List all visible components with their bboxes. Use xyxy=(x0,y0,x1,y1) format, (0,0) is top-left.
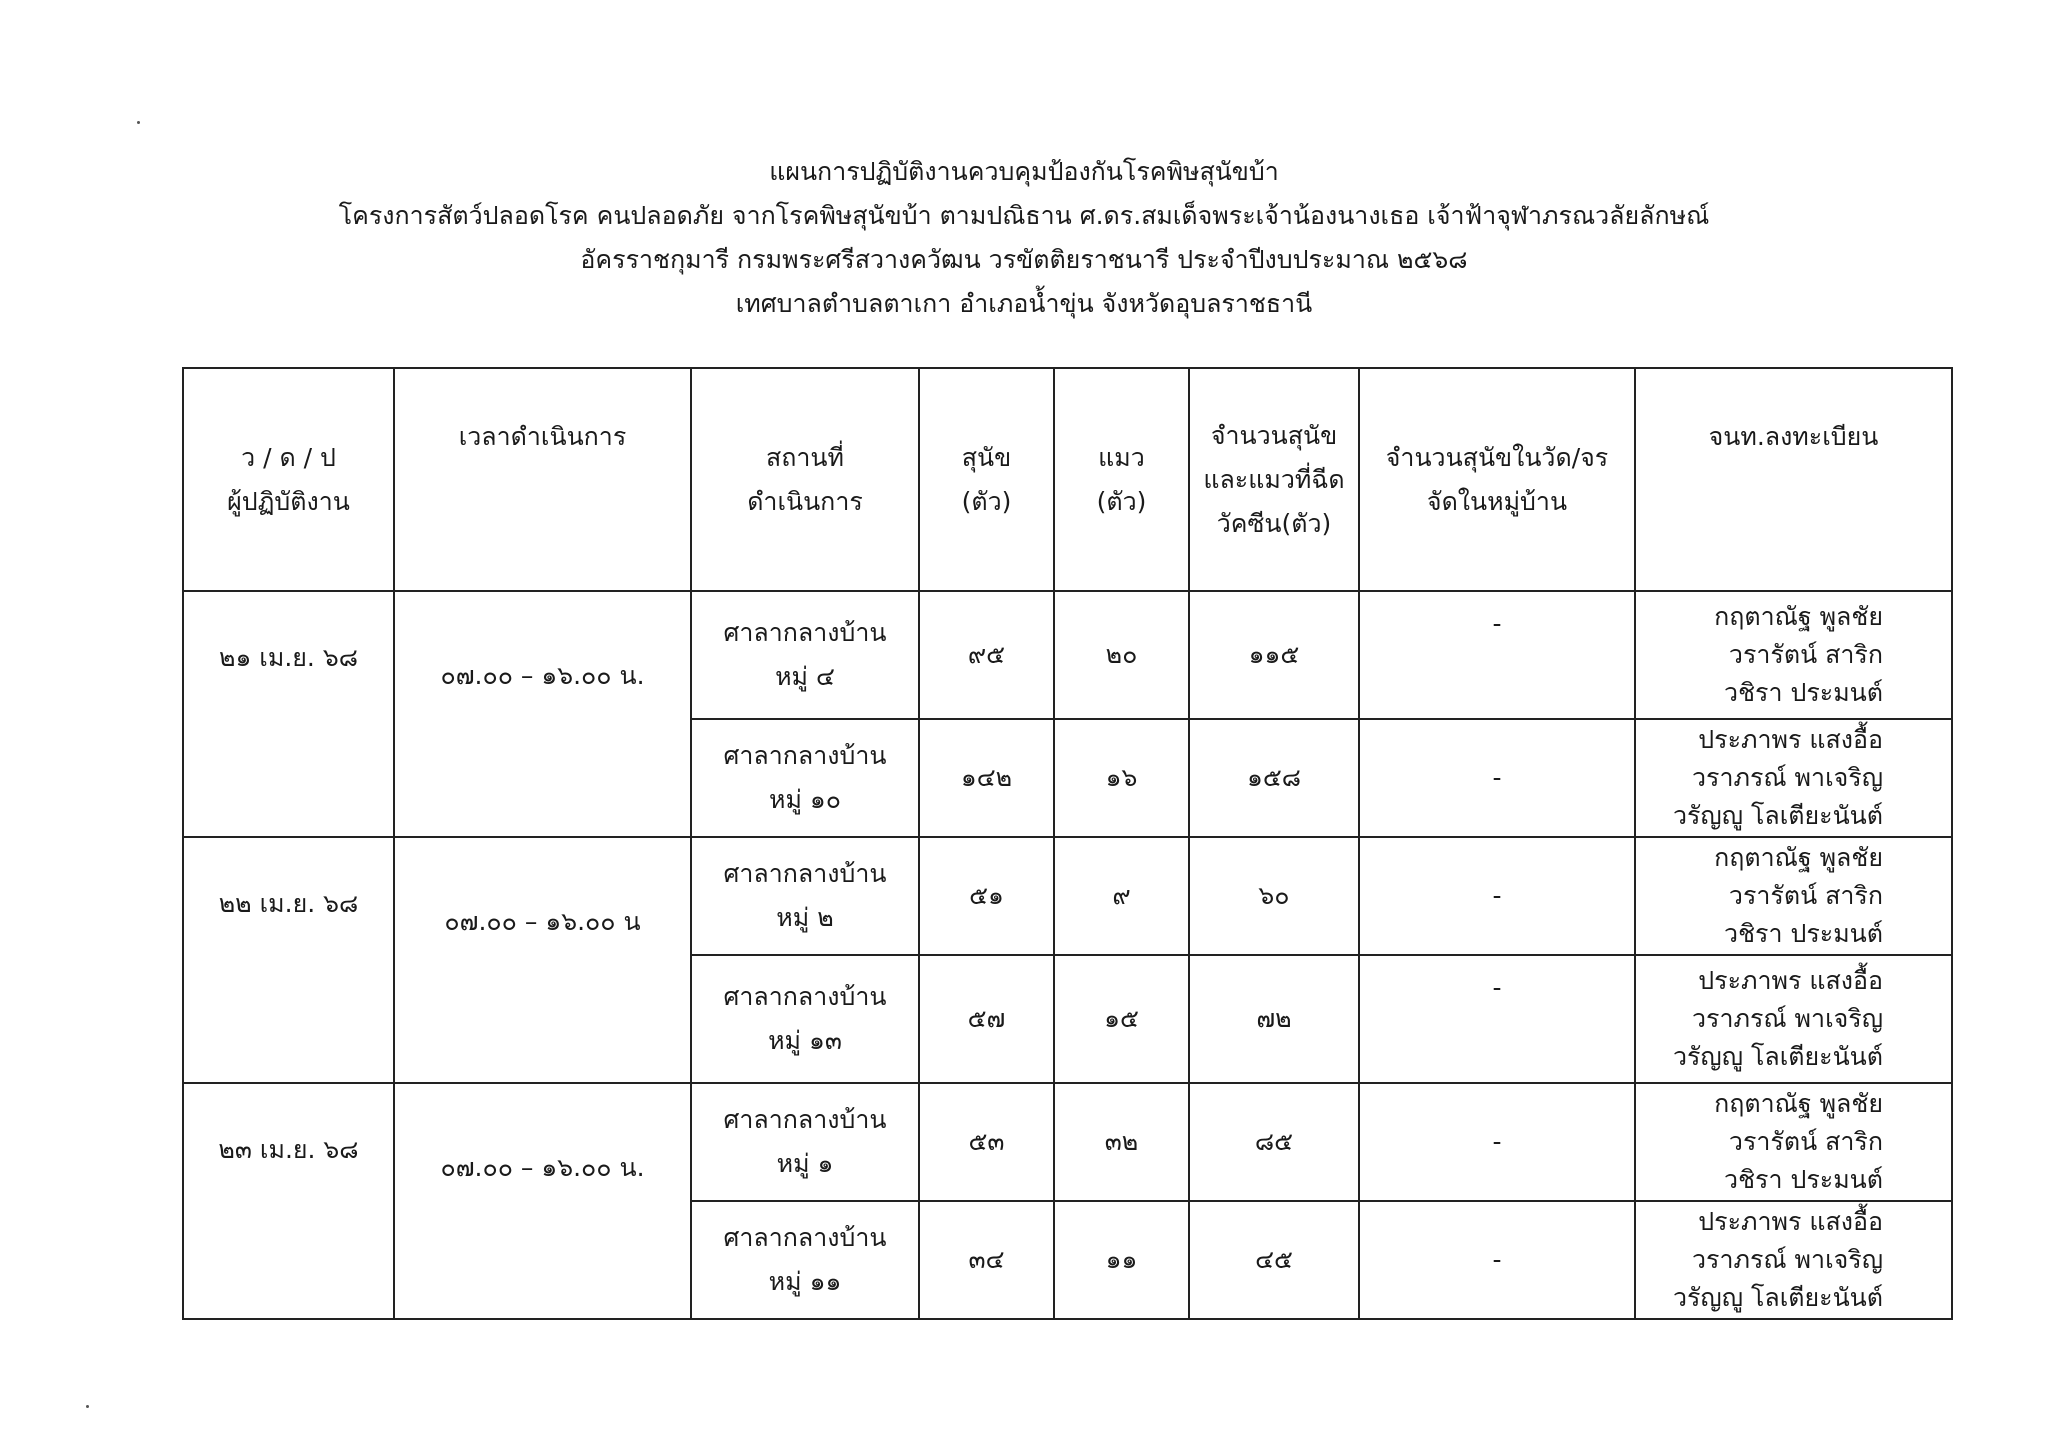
dog-count-cell: ๕๑ xyxy=(919,837,1054,955)
place-cell: ศาลากลางบ้าน หมู่ ๒ xyxy=(691,837,919,955)
header-cat: แมว (ตัว) xyxy=(1054,368,1189,591)
temple-dog-cell: - xyxy=(1359,837,1635,955)
time-cell: ๐๗.๐๐ – ๑๖.๐๐ น xyxy=(394,837,691,1083)
header-place: สถานที่ ดำเนินการ xyxy=(691,368,919,591)
scan-speck xyxy=(137,121,140,124)
place-cell: ศาลากลางบ้าน หมู่ ๑ xyxy=(691,1083,919,1201)
staff-cell: กฤตาณัฐ พูลชัย วรารัตน์ สาริก วชิรา ประมนต์ xyxy=(1635,1083,1952,1201)
place-cell: ศาลากลางบ้าน หมู่ ๑๓ xyxy=(691,955,919,1083)
table-row xyxy=(183,1083,1952,1201)
operation-plan-table xyxy=(182,367,1953,1320)
temple-dog-cell: - xyxy=(1359,719,1635,837)
date-cell: ๒๓ เม.ย. ๖๘ xyxy=(183,1083,394,1319)
cat-count-cell: ๑๑ xyxy=(1054,1201,1189,1319)
place-cell: ศาลากลางบ้าน หมู่ ๔ xyxy=(691,591,919,719)
table-header-row xyxy=(183,368,1952,591)
staff-cell: ประภาพร แสงอื้อ วราภรณ์ พาเจริญ วรัญญู โลเตียะนันต์ xyxy=(1635,1201,1952,1319)
place-cell: ศาลากลางบ้าน หมู่ ๑๐ xyxy=(691,719,919,837)
temple-dog-cell: - xyxy=(1359,955,1635,1083)
vaccinated-count-cell: ๘๕ xyxy=(1189,1083,1359,1201)
vaccinated-count-cell: ๔๕ xyxy=(1189,1201,1359,1319)
header-title: แผนการปฏิบัติงานควบคุมป้องกันโรคพิษสุนัขบ้า xyxy=(769,157,1279,186)
header-vaccinated: จำนวนสุนัข และแมวที่ฉีด วัคซีน(ตัว) xyxy=(1189,368,1359,591)
dog-count-cell: ๕๓ xyxy=(919,1083,1054,1201)
table-row xyxy=(183,591,1952,719)
staff-cell: กฤตาณัฐ พูลชัย วรารัตน์ สาริก วชิรา ประมนต์ xyxy=(1635,837,1952,955)
dog-count-cell: ๑๔๒ xyxy=(919,719,1054,837)
dog-count-cell: ๓๔ xyxy=(919,1201,1054,1319)
staff-cell: ประภาพร แสงอื้อ วราภรณ์ พาเจริญ วรัญญู โลเตียะนันต์ xyxy=(1635,955,1952,1083)
header-staff: จนท.ลงทะเบียน xyxy=(1635,368,1952,591)
dog-count-cell: ๕๗ xyxy=(919,955,1054,1083)
cat-count-cell: ๓๒ xyxy=(1054,1083,1189,1201)
place-cell: ศาลากลางบ้าน หมู่ ๑๑ xyxy=(691,1201,919,1319)
cat-count-cell: ๑๖ xyxy=(1054,719,1189,837)
vaccinated-count-cell: ๑๕๘ xyxy=(1189,719,1359,837)
cat-count-cell: ๑๕ xyxy=(1054,955,1189,1083)
temple-dog-cell: - xyxy=(1359,1083,1635,1201)
scan-speck xyxy=(86,1405,89,1408)
staff-cell: ประภาพร แสงอื้อ วราภรณ์ พาเจริญ วรัญญู โลเตียะนันต์ xyxy=(1635,719,1952,837)
header-time: เวลาดำเนินการ xyxy=(394,368,691,591)
temple-dog-cell: - xyxy=(1359,591,1635,719)
vaccinated-count-cell: ๖๐ xyxy=(1189,837,1359,955)
header-date: ว / ด / ป ผู้ปฏิบัติงาน xyxy=(183,368,394,591)
cat-count-cell: ๒๐ xyxy=(1054,591,1189,719)
temple-dog-cell: - xyxy=(1359,1201,1635,1319)
vaccinated-count-cell: ๗๒ xyxy=(1189,955,1359,1083)
header-temple-dogs: จำนวนสุนัขในวัด/จร จัดในหมู่บ้าน xyxy=(1359,368,1635,591)
table-row xyxy=(183,837,1952,955)
date-cell: ๒๒ เม.ย. ๖๘ xyxy=(183,837,394,1083)
header-dog: สุนัข (ตัว) xyxy=(919,368,1054,591)
staff-cell: กฤตาณัฐ พูลชัย วรารัตน์ สาริก วชิรา ประมนต์ xyxy=(1635,591,1952,719)
header-location-line: เทศบาลตำบลตาเกา อำเภอน้ำขุ่น จังหวัดอุบลราชธานี xyxy=(735,289,1313,318)
header-project-line: โครงการสัตว์ปลอดโรค คนปลอดภัย จากโรคพิษสุนัขบ้า ตามปณิธาน ศ.ดร.สมเด็จพระเจ้าน้องนางเธอ เจ้าฟ้าจุฬาภรณวลัยลักษณ์ xyxy=(338,201,1710,230)
dog-count-cell: ๙๕ xyxy=(919,591,1054,719)
vaccinated-count-cell: ๑๑๕ xyxy=(1189,591,1359,719)
time-cell: ๐๗.๐๐ – ๑๖.๐๐ น. xyxy=(394,1083,691,1319)
time-cell: ๐๗.๐๐ – ๑๖.๐๐ น. xyxy=(394,591,691,837)
cat-count-cell: ๙ xyxy=(1054,837,1189,955)
document-header xyxy=(0,150,2048,326)
header-budget-line: อัครราชกุมารี กรมพระศรีสวางควัฒน วรขัตติยราชนารี ประจำปีงบประมาณ ๒๕๖๘ xyxy=(580,245,1468,274)
date-cell: ๒๑ เม.ย. ๖๘ xyxy=(183,591,394,837)
